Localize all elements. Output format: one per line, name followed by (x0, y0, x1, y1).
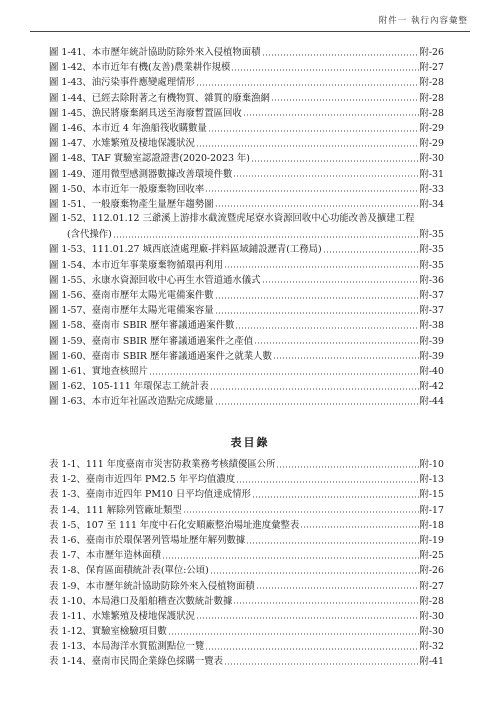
entry-page-number: 附-25 (419, 550, 444, 562)
toc-entry[interactable] (49, 135, 444, 150)
toc-entry[interactable] (49, 378, 444, 393)
entry-label: 圖 1-58、臺南市 SBIR 歷年審議通過案件數 (49, 320, 235, 332)
entry-page-number: 附-32 (419, 641, 444, 653)
dot-leader (215, 312, 419, 314)
entry-label: 表 1-11、水雉繁殖及棲地保護狀況 (49, 610, 195, 622)
dot-leader (256, 587, 419, 589)
toc-entry[interactable] (49, 562, 444, 577)
dot-leader (251, 160, 419, 162)
entry-label: 圖 1-54、本市近年事業廢棄物循環再利用 (49, 259, 224, 271)
entry-label: 圖 1-42、本市近年有機(友善)農業耕作規模 (49, 62, 231, 74)
table-section-title: 表目錄 (230, 436, 270, 449)
entry-page-number: 附-26 (419, 47, 444, 58)
entry-label: 圖 1-61、實地查核照片 (49, 365, 149, 377)
entry-label: 表 1-7、本市歷年造林面積 (49, 550, 161, 562)
dot-leader (323, 251, 419, 253)
dot-leader (162, 557, 419, 559)
entry-page-number: 附-19 (419, 534, 444, 546)
toc-entry[interactable] (49, 532, 444, 547)
dot-leader (215, 297, 419, 299)
toc-entry[interactable] (49, 287, 444, 302)
entry-page-number: 附-17 (419, 504, 444, 516)
entry-label: 表 1-4、111 解除列管廠址類型 (49, 504, 182, 516)
toc-entry[interactable] (49, 393, 444, 408)
entry-page-number: 附-30 (419, 610, 444, 622)
entry-label: 圖 1-56、臺南市歷年太陽光電備案件數 (49, 290, 214, 301)
dot-leader (210, 572, 419, 574)
toc-entry[interactable] (49, 333, 444, 348)
entry-label: 表 1-12、實驗室檢驗項目數 (49, 626, 167, 638)
entry-page-number: 附-30 (419, 153, 444, 165)
toc-entry[interactable] (49, 547, 444, 562)
toc-entry[interactable] (49, 471, 444, 486)
dot-leader (273, 357, 419, 359)
toc-entry[interactable] (49, 578, 444, 593)
dot-leader (196, 84, 419, 86)
running-header: 附件一 執行內容彙整 (378, 16, 468, 26)
toc-entry[interactable] (49, 653, 444, 668)
entry-label: 圖 1-63、本市近年社區改造點完成總量 (49, 396, 214, 408)
toc-entry[interactable] (49, 302, 444, 317)
dot-leader (236, 481, 418, 483)
dot-leader (262, 54, 419, 56)
dot-leader (205, 648, 418, 650)
entry-label: 圖 1-55、永康水資源回收中心再生水管道通水儀式 (49, 274, 261, 286)
entry-label: 圖 1-45、漁民將廢棄網具送至海廢暫置區回收 (49, 107, 242, 119)
entry-page-number: 附-42 (419, 381, 444, 393)
toc-entry[interactable] (49, 44, 444, 59)
toc-entry[interactable] (49, 348, 444, 363)
entry-page-number: 附-37 (419, 305, 444, 317)
dot-leader (183, 511, 419, 513)
dot-leader (276, 466, 418, 468)
figure-list (49, 44, 444, 409)
entry-page-number: 附-37 (419, 290, 444, 301)
toc-entry-wrapped[interactable] (49, 211, 444, 241)
entry-label-continued: (含代操作) (67, 229, 112, 241)
toc-entry[interactable] (49, 181, 444, 196)
toc-entry[interactable] (49, 166, 444, 181)
entry-label: 圖 1-50、本市近年一般廢棄物回收率 (49, 183, 205, 195)
entry-label: 表 1-6、臺南市於環保署列管場址歷年解列數據 (49, 534, 246, 546)
entry-label: 圖 1-46、本市近 4 年漁船筏收購數量 (49, 122, 207, 134)
dot-leader (231, 69, 418, 71)
entry-label: 圖 1-53、111.01.27 城西底渣處理廠-拌料區域鋪設瀝青(工務局) (49, 244, 322, 256)
entry-label: 圖 1-43、油污染事件應變處理情形 (49, 77, 195, 89)
entry-label: 表 1-9、本市歷年統計協助防除外來入侵植物面積 (49, 580, 255, 592)
entry-page-number: 附-35 (419, 244, 444, 256)
dot-leader (149, 373, 418, 375)
dot-leader (168, 633, 419, 635)
entry-page-number: 附-38 (419, 320, 444, 332)
dot-leader (254, 342, 418, 344)
entry-page-number: 附-28 (419, 92, 444, 104)
dot-leader (215, 205, 419, 207)
entry-page-number: 附-44 (419, 396, 444, 408)
entry-page-number: 附-18 (419, 519, 444, 531)
dot-leader (210, 388, 419, 390)
entry-label: 表 1-13、本局海洋水質監測點位一覽 (49, 641, 205, 653)
dot-leader (208, 130, 419, 132)
toc-entry[interactable] (49, 74, 444, 89)
entry-page-number: 附-29 (419, 138, 444, 150)
entry-page-number: 附-35 (419, 229, 444, 241)
toc-entry[interactable] (49, 486, 444, 501)
dot-leader (271, 99, 419, 101)
entry-label: 表 1-2、臺南市近四年 PM2.5 年平均值濃度 (49, 474, 236, 486)
dot-leader (196, 617, 419, 619)
entry-page-number: 附-28 (419, 595, 444, 607)
dot-leader (233, 602, 418, 604)
entry-page-number: 附-27 (419, 62, 444, 74)
entry-label: 圖 1-51、一般廢棄物產生量歷年趨勢圖 (49, 198, 214, 210)
entry-page-number: 附-40 (419, 365, 444, 377)
entry-label: 表 1-14、臺南市民間企業綠色採購一覽表 (49, 656, 224, 668)
entry-page-number: 附-39 (419, 335, 444, 347)
dot-leader (113, 236, 419, 238)
toc-entry[interactable] (49, 90, 444, 105)
entry-label: 圖 1-59、臺南市 SBIR 歷年審議通過案件之產值 (49, 335, 254, 347)
entry-page-number: 附-10 (419, 459, 444, 470)
entry-page-number: 附-41 (419, 656, 444, 668)
dot-leader (246, 542, 418, 544)
entry-label: 表 1-8、保育區面積統計表(單位:公頃) (49, 565, 209, 577)
dot-leader (262, 281, 419, 283)
header-rule (30, 31, 470, 32)
entry-label: 圖 1-49、運用微型感測器數據改善環境件數 (49, 168, 233, 180)
toc-entry[interactable] (49, 105, 444, 120)
dot-leader (300, 526, 418, 528)
entry-label: 圖 1-60、臺南市 SBIR 歷年審議通過案件之就業人數 (49, 350, 272, 362)
dot-leader (224, 663, 418, 665)
entry-page-number: 附-35 (419, 259, 444, 271)
entry-page-number: 附-28 (419, 107, 444, 119)
toc-entry[interactable] (49, 317, 444, 332)
entry-label: 圖 1-57、臺南市歷年太陽光電備案容量 (49, 305, 214, 317)
entry-page-number: 附-33 (419, 183, 444, 195)
entry-page-number: 附-30 (419, 626, 444, 638)
toc-entry[interactable] (49, 120, 444, 135)
entry-page-number: 附-26 (419, 565, 444, 577)
toc-entry[interactable] (49, 59, 444, 74)
dot-leader (243, 114, 419, 116)
toc-entry[interactable] (49, 608, 444, 623)
entry-label: 圖 1-52、112.01.12 三爺溪上游排水截流暨虎尾寮水資源回收中心功能改善及擴建工程 (49, 213, 415, 225)
entry-page-number: 附-31 (419, 168, 444, 180)
entry-label: 圖 1-41、本市歷年統計協助防除外來入侵植物面積 (49, 47, 261, 58)
entry-label: 圖 1-62、105-111 年環保志工統計表 (49, 381, 209, 393)
entry-page-number: 附-39 (419, 350, 444, 362)
toc-entry[interactable] (49, 456, 444, 471)
entry-label: 表 1-1、111 年度臺南市災害防救業務考核績優區公所 (49, 459, 276, 470)
toc-entry[interactable] (49, 241, 444, 256)
entry-page-number: 附-13 (419, 474, 444, 486)
entry-label: 圖 1-44、已經去除附著之有機物質、雜質的廢棄漁網 (49, 92, 270, 104)
dot-leader (233, 175, 418, 177)
entry-label: 圖 1-47、水雉繁殖及棲地保護狀況 (49, 138, 195, 150)
dot-leader (205, 190, 418, 192)
entry-label: 表 1-5、107 至 111 年度中石化安順廠整治場址進度彙整表 (49, 519, 300, 531)
dot-leader (196, 145, 419, 147)
toc-entry[interactable] (49, 502, 444, 517)
toc-entry[interactable] (49, 517, 444, 532)
toc-entry[interactable] (49, 623, 444, 638)
toc-entry[interactable] (49, 638, 444, 653)
entry-label: 圖 1-48、TAF 實驗室認證證書(2020-2023 年) (49, 153, 250, 165)
toc-entry[interactable] (49, 593, 444, 608)
dot-leader (224, 266, 418, 268)
entry-page-number: 附-28 (419, 77, 444, 89)
entry-page-number: 附-34 (419, 198, 444, 210)
entry-label: 表 1-10、本局港口及船舶稽查次數統計數據 (49, 595, 233, 607)
dot-leader (252, 496, 419, 498)
toc-entry[interactable] (49, 150, 444, 165)
dot-leader (215, 403, 419, 405)
entry-page-number: 附-29 (419, 122, 444, 134)
entry-page-number: 附-27 (419, 580, 444, 592)
entry-label: 表 1-3、臺南市近四年 PM10 日平均值達成情形 (49, 489, 251, 501)
toc-entry[interactable] (49, 272, 444, 287)
toc-entry[interactable] (49, 363, 444, 378)
table-list (49, 456, 444, 669)
toc-entry[interactable] (49, 257, 444, 272)
dot-leader (235, 327, 418, 329)
entry-page-number: 附-36 (419, 274, 444, 286)
entry-page-number: 附-15 (419, 489, 444, 501)
toc-entry[interactable] (49, 196, 444, 211)
